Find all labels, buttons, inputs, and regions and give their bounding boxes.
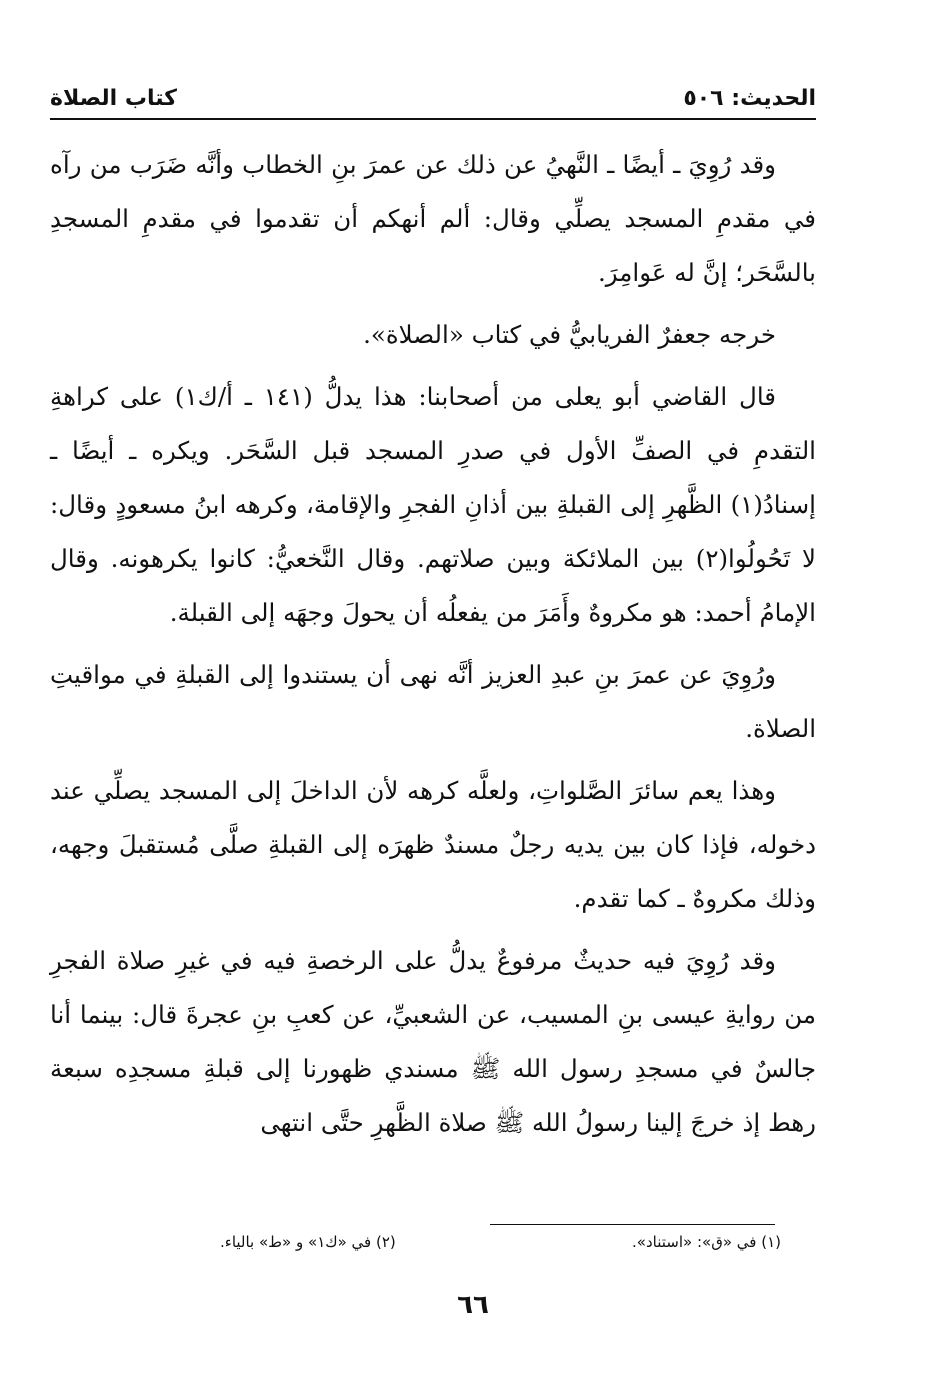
paragraph: خرجه جعفرٌ الفريابيُّ في كتاب «الصلاة».	[363, 320, 776, 349]
hadith-number: الحديث: ٥٠٦	[683, 86, 816, 111]
footnote-1: (١) في «ق»: «استناد».	[632, 1233, 781, 1251]
footnote-2: (٢) في «ك١» و «ط» بالياء.	[220, 1233, 396, 1251]
running-header	[50, 84, 816, 120]
main-text	[50, 138, 816, 1150]
paragraph: وهذا يعم سائرَ الصَّلواتِ، ولعلَّه كرهه لأن الداخلَ إلى المسجد يصلِّي عند دخوله، فإذا كان بين يديه رجلٌ مسندٌ ظهرَه إلى القبلةِ صلَّى مُستقبلَ وجهه، وذلك مكروهٌ ـ كما تقدم.	[50, 776, 816, 913]
paragraph: وقد رُوِيَ فيه حديثٌ مرفوعٌ يدلُّ على الرخصةِ فيه في غيرِ صلاة الفجرِ من روايةِ عيسى بنِ المسيب، عن الشعبيِّ، عن كعبِ بنِ عجرةَ قال: بينما أنا جالسٌ في مسجدِ رسول الله ﷺ مسندي ظهورنا إلى قبلةِ مسجدِه سبعة رهط إذ خرجَ إلينا رسولُ الله ﷺ صلاة الظَّهرِ حتَّى انتهى	[50, 946, 816, 1137]
paragraph: قال القاضي أبو يعلى من أصحابنا: هذا يدلُّ (١٤١ ـ أ/ك١) على كراهةِ التقدمِ في الصفِّ الأول في صدرِ المسجد قبل السَّحَر. ويكره ـ أيضًا ـ إسنادُ(١) الظَّهرِ إلى القبلةِ بين أذانِ الفجرِ والإقامة، وكرهه ابنُ مسعودٍ وقال: لا تَحُولُوا(٢) بين الملائكة وبين صلاتهم. وقال النَّخعيُّ: كانوا يكرهونه. وقال الإمامُ أحمد: هو مكروهٌ وأَمَرَ من يفعلُه أن يحولَ وجهَه إلى القبلة.	[50, 382, 816, 627]
paragraph: وقد رُوِيَ ـ أيضًا ـ النَّهيُ عن ذلك عن عمرَ بنِ الخطاب وأنَّه ضَرَب من رآه في مقدمِ المسجد يصلِّي وقال: ألم أنهكم أن تقدموا في مقدمِ المسجدِ بالسَّحَر؛ إنَّ له عَوامِرَ.	[50, 150, 816, 287]
book-title: كتاب الصلاة	[50, 86, 177, 111]
footnote-divider	[490, 1224, 775, 1225]
paragraph: ورُوِيَ عن عمرَ بنِ عبدِ العزيز أنَّه نهى أن يستندوا إلى القبلةِ في مواقيتِ الصلاة.	[50, 660, 816, 743]
page-number: ٦٦	[457, 1290, 489, 1320]
